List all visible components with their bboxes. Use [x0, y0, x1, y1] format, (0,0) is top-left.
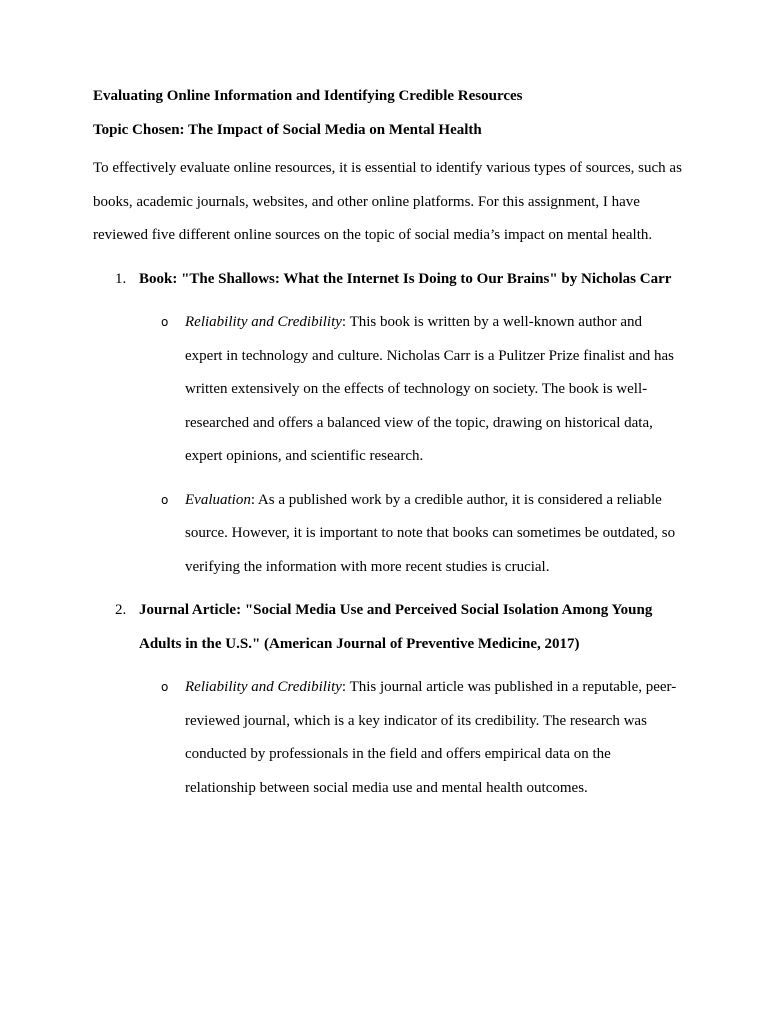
bullet-icon: o: [161, 492, 169, 507]
bullet-icon: o: [161, 680, 169, 694]
source-item: [93, 594, 683, 805]
point-term: Reliability and Credibility: [185, 314, 342, 330]
source-points: [139, 671, 683, 805]
point-text: : This journal article was published in a reputable, peer-reviewed journal, which is a key indicator of its credibility. The research was conducted by professionals in the field and offers empirical data on the relationship between social media use and mental health outcomes.: [185, 679, 677, 796]
source-number: 2.: [115, 602, 127, 618]
sources-list: [93, 263, 683, 806]
point-item: [139, 484, 683, 585]
source-item: [93, 263, 683, 585]
source-number: 1.: [115, 270, 127, 287]
point-term: Reliability and Credibility: [185, 679, 342, 695]
topic-heading: Topic Chosen: The Impact of Social Media on Mental Health: [93, 122, 482, 138]
point-term: Evaluation: [185, 491, 251, 508]
source-title: Book: "The Shallows: What the Internet Is Doing to Our Brains" by Nicholas Carr: [139, 270, 672, 287]
document-title: Evaluating Online Information and Identifying Credible Resources: [93, 88, 523, 104]
bullet-icon: o: [161, 315, 169, 329]
document-body: [93, 84, 683, 815]
source-title: Journal Article: "Social Media Use and Perceived Social Isolation Among Young Adults in the U.S." (American Journal of Preventive Medicine, 2017): [139, 602, 653, 652]
point-text: : As a published work by a credible author, it is considered a reliable source. However, it is important to note that books can sometimes be outdated, so verifying the information with more recent studies is crucial.: [185, 491, 676, 575]
intro-paragraph: To effectively evaluate online resources, it is essential to identify various types of sources, such as books, academic journals, websites, and other online platforms. For this assignment, I have reviewed five different online sources on the topic of social media’s impact on mental health.: [93, 160, 682, 243]
source-points: [139, 306, 683, 584]
point-item: [139, 671, 683, 805]
point-item: [139, 306, 683, 474]
point-text: : This book is written by a well-known author and expert in technology and culture. Nicholas Carr is a Pulitzer Prize finalist and has written extensively on the effects of technology on society. The book is well-researched and offers a balanced view of the topic, drawing on historical data, expert opinions, and scientific research.: [185, 314, 675, 464]
